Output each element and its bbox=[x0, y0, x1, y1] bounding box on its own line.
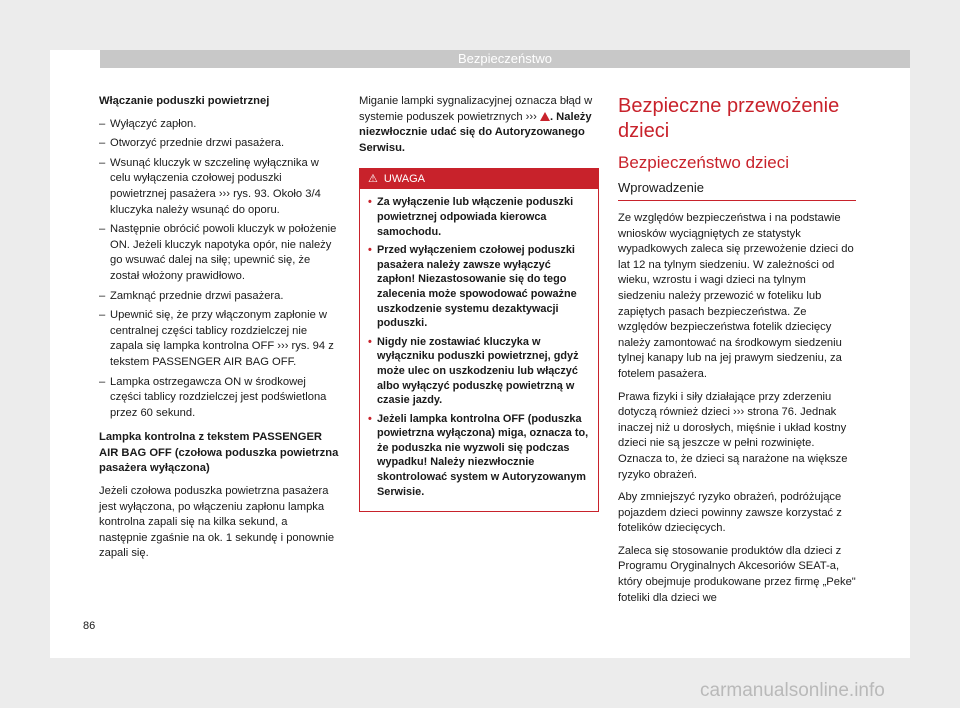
intro-bold-text: . Należy niezwłocznie udać się do Autoryzowanego Serwisu. bbox=[359, 110, 592, 154]
paragraph: Jeżeli czołowa poduszka powietrzna pasażera jest wyłączona, po włączeniu zapłonu lampka kontrolna zapali się na kilka sekund, a następnie zgaśnie na ok. 1 sekundę i ponownie zapali się. bbox=[99, 485, 335, 560]
column-middle bbox=[359, 94, 599, 512]
warning-triangle-icon: ⚠ bbox=[368, 173, 378, 186]
step-item: – Wyłączyć zapłon. bbox=[99, 117, 339, 133]
manual-page bbox=[50, 50, 910, 658]
column-left bbox=[99, 94, 339, 569]
step-item: – Lampka ostrzegawcza ON w środkowej części tablicy rozdzielczej jest podświetlona przez 60 sekund. bbox=[99, 375, 339, 422]
page-number: 86 bbox=[83, 620, 96, 632]
intro-paragraph bbox=[359, 94, 599, 156]
warning-item: • Jeżeli lampka kontrolna OFF (poduszka powietrzna wyłączona) miga, oznacza to, że poduszka nie wyzwoli się podczas wypadku! Należy niezwłocznie skontrolować system w Autoryzowanym Serwisie. bbox=[368, 412, 590, 500]
paragraph: Ze względów bezpieczeństwa i na podstawie wniosków wyciągniętych ze statystyk wypadkowych zaleca się przewożenie dzieci do lat 12 na tylnym siedzeniu. W zależności od wieku, wzrostu i wagi dzieci na tylnym siedzeniu należy przewozić w foteliku lub zapiętych pasach bezpieczeństwa. Ze względów bezpieczeństwa fotelik dziecięcy należy zamontować na środkowym siedzeniu tylnej kanapy lub na jej prawym siedzeniu, za fotelem pasażera. bbox=[618, 212, 854, 380]
paragraph: Aby zmniejszyć ryzyko obrażeń, podróżujące pojazdem dzieci powinny zawsze korzystać z fotelików dziecięcych. bbox=[618, 491, 842, 535]
section-heading: Włączanie poduszki powietrznej bbox=[99, 95, 270, 107]
warning-title: UWAGA bbox=[383, 173, 426, 186]
warning-box bbox=[359, 168, 599, 512]
warning-header bbox=[360, 169, 598, 189]
paragraph: Zaleca się stosowanie produktów dla dzieci z Programu Oryginalnych Akcesoriów SEAT-a, który obejmuje produkowane przez firmę „Peke" foteliki dla dzieci we bbox=[618, 544, 856, 604]
warning-body bbox=[360, 189, 598, 511]
section-title: Wprowadzenie bbox=[618, 179, 856, 201]
watermark: carmanualsonline.info bbox=[700, 680, 885, 701]
step-item: – Wsunąć kluczyk w szczelinę wyłącznika w celu wyłączenia czołowej poduszki powietrznej pasażera ››› rys. 93. Około 3/4 kluczyka należy wsunąć do oporu. bbox=[99, 156, 339, 218]
paragraph: Prawa fizyki i siły działające przy zderzeniu dotyczą również dzieci ››› strona 76. Jednak inaczej niż u dorosłych, mięśnie i układ kostny dzieci nie są jeszcze w pełni rozwinięte. Oznacza to, że dzieci są narażone na większe ryzyko obrażeń. bbox=[618, 390, 848, 481]
chapter-title: Bezpieczne przewożenie dzieci bbox=[618, 95, 840, 142]
step-item: – Upewnić się, że przy włączonym zapłonie w centralnej części tablicy rozdzielczej nie zapala się lampka kontrolna OFF ››› rys. 94 z tekstem PASSENGER AIR BAG OFF. bbox=[99, 308, 339, 370]
step-item: – Otworzyć przednie drzwi pasażera. bbox=[99, 136, 339, 152]
step-item: – Następnie obrócić powoli kluczyk w położenie ON. Jeżeli kluczyk napotyka opór, nie należy go wsuwać dalej na siłę; upewnić się, że został włożony prawidłowo. bbox=[99, 222, 339, 284]
subheading: Lampka kontrolna z tekstem PASSENGER AIR BAG OFF (czołowa poduszka powietrzna pasażera wyłączona) bbox=[99, 431, 339, 475]
intro-text: Miganie lampki sygnalizacyjnej oznacza błąd w systemie poduszek powietrznych ››› bbox=[359, 95, 593, 123]
chapter-subtitle: Bezpieczeństwo dzieci bbox=[618, 153, 790, 172]
warning-item: • Przed wyłączeniem czołowej poduszki pasażera należy zawsze wyłączyć zapłon! Niezastosowanie się do tego zalecenia może spowodować poważne uszkodzenie systemu dezaktywacji poduszki. bbox=[368, 243, 590, 331]
warning-item: • Nigdy nie zostawiać kluczyka w wyłączniku poduszki powietrznej, gdyż może ulec on uszkodzeniu lub włączyć albo wyłączyć poduszkę powietrzną w czasie jazdy. bbox=[368, 335, 590, 408]
warning-item: • Za wyłączenie lub włączenie poduszki powietrznej odpowiada kierowca samochodu. bbox=[368, 195, 590, 239]
warning-triangle-icon bbox=[540, 112, 550, 121]
column-right bbox=[618, 94, 856, 613]
step-item: – Zamknąć przednie drzwi pasażera. bbox=[99, 289, 339, 305]
page-header: Bezpieczeństwo bbox=[100, 50, 910, 68]
